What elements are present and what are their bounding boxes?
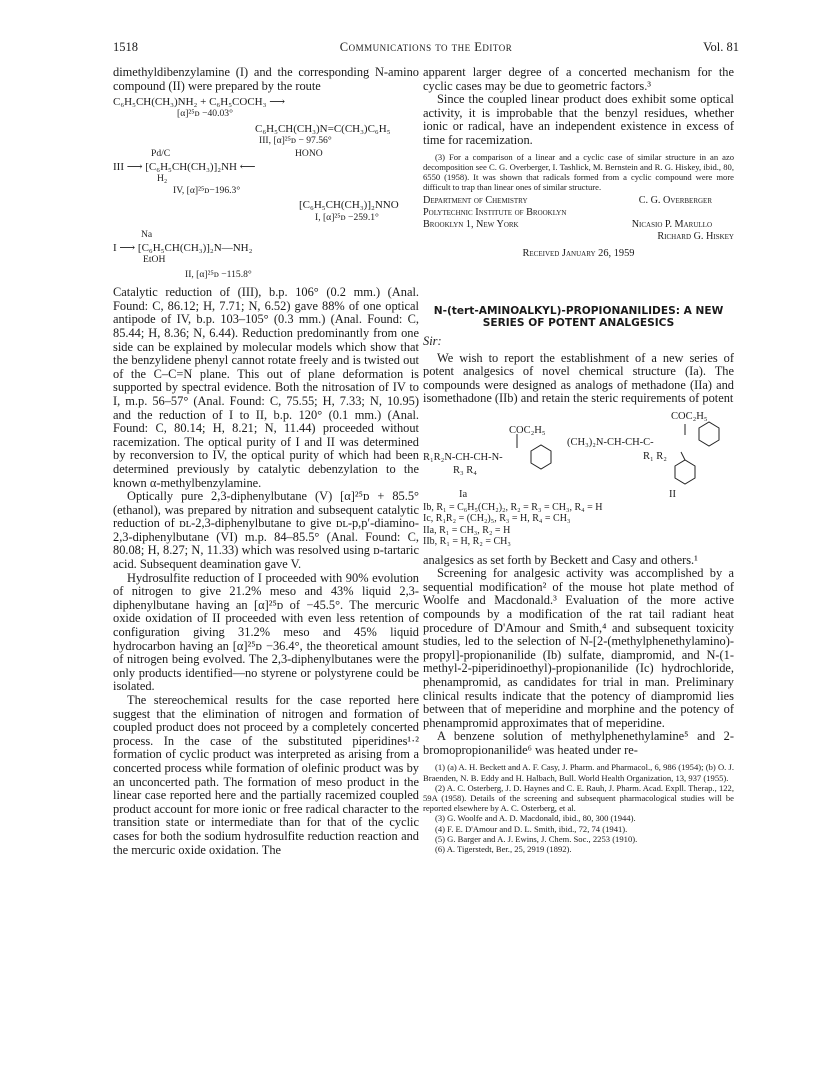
paragraph-catalytic-reduction: Catalytic reduction of (III), b.p. 106° (0.2 mm.) (Anal. Found: C, 86.12; H, 7.71; N, 6.52) gave 88% of one optical antipode of IV, b.p. 103–105° (0.3 mm.) (Anal. Found: C, 85.44; H, 8.36; N, 6.44). Reduction predominantly from one side can be explained by molecular models which show that the benzylidene phenyl cannot rotate freely and is twisted out of the C–C=N plane. This out of plane deformation is supported by spectral evidence. Both the nitrosation of IV to I, m.p. 56–57° (Anal. Found: C, 75.55; H, 7.33; N, 10.95) and the reduction of I to II, b.p. 120° (0.1 mm.) (Anal. Found: C, 80.14; H, 8.21; N, 11.44) proceeded without racemization. The optical purity of I and II was determined by reconversion to IV, the optical purity of which had been determined previously by catalytic debenzylation to the known α-methylbenzylamine. — [113, 285, 419, 490]
paragraph-beckett: analgesics as set forth by Beckett and Casy and others.¹ — [423, 552, 698, 567]
footnote-6: (6) A. Tigerstedt, Ber., 25, 2919 (1892). — [435, 844, 572, 855]
received-date: Received January 26, 1959 — [522, 248, 635, 260]
benzene-ring-ia — [531, 445, 551, 469]
footnote-3b: (3) G. Woolfe and A. D. Macdonald, ibid., 80, 300 (1944). — [435, 813, 636, 824]
article-heading — [423, 305, 734, 329]
label-ii: II — [669, 488, 676, 500]
def-ic: Ic, R₁R₂ = (CH₂)₅, R₃ = H, R₄ = CH₃ — [423, 513, 571, 525]
footnote-3-block — [423, 152, 734, 193]
substituent-definitions — [423, 502, 734, 548]
footnote-1: (1) (a) A. H. Beckett and A. F. Casy, J. Pharm. and Pharmacol., 6, 986 (1954); (b) O. J. Braenden, N. B. Eddy and H. Halbach, Bull. World Health Organization, 13, 937 (1955). — [423, 762, 734, 783]
rx3-h2: H₂ — [157, 173, 168, 185]
page-number: 1518 — [113, 40, 138, 54]
salutation: Sir: — [423, 333, 442, 348]
ii-chain: (CH₃)₂N-CH-CH-C- — [567, 436, 654, 448]
paragraph-benzene-solution: A benzene solution of methylphenethylamine⁵ and 2-bromopropionanilide⁶ was heated under re- — [423, 729, 734, 757]
author-3: Richard G. Hiskey — [657, 231, 734, 243]
rx2-product: C₆H₅CH(CH₃)N=C(CH₃)C₆H₅ — [255, 123, 391, 136]
paragraph-hydrosulfite: Hydrosulfite reduction of I proceeded with 90% evolution of nitrogen to give 21.2% meso and 43% liquid 2,3-diphenylbutane having an [α]²⁵ᴅ of −45.5°. The mercuric oxide oxidation of II proceeded with even less retention of configuration giving 31.2% meso and 45% liquid hydrocarbon having an [α]²⁵ᴅ −36.4°, the theoretical amount of nitrogen being evolved. The 2,3-diphenylbutanes were the only products identified—no styrene or polystyrene could be isolated. — [113, 570, 419, 694]
rx3-line: III ⟶ [C₆H₅CH(CH₃)]₂NH ⟵ — [113, 161, 256, 174]
affiliation-dept: Department of Chemistry — [423, 195, 528, 207]
footnote-5: (5) G. Barger and A. J. Ewins, J. Chem. Soc., 2253 (1910). — [435, 833, 638, 844]
paragraph-diphenylbutane: Optically pure 2,3-diphenylbutane (V) [α]²⁵ᴅ + 85.5° (ethanol), was prepared by nitration and subsequent catalytic reduction of ᴅʟ-2,3-diphenylbutane to give ᴅʟ-p,p′-diamino-2,3-diphenylbutane (VI) m.p. 84–85.5° (Anal. Found: C, 80.08; H, 8.27; N, 11.33) which was resolved using ᴅ-tartaric acid. Subsequent deamination gave V. — [113, 489, 419, 572]
paragraph-establishment: We wish to report the establishment of a new series of potent analgesics of novel chemical structure (Ia). The compounds were designed as analogs of methadone (IIa) and isomethadone (IIb) and retain the steric requirements of potent — [423, 350, 734, 406]
author-2: Nicasio P. Marullo — [631, 219, 712, 231]
def-iib: IIb, R₁ = H, R₂ = CH₃ — [423, 536, 511, 548]
rx5-solvent: EtOH — [143, 254, 166, 266]
structure-figure — [423, 406, 734, 502]
journal-section-title: Communications to the Editor — [339, 40, 513, 54]
footnote-4: (4) F. E. D'Amour and D. L. Smith, ibid., 72, 74 (1941). — [435, 823, 628, 834]
rx5-label: II, [α]²⁵ᴅ −115.8° — [185, 269, 252, 281]
benzene-ring-ii-top — [699, 422, 719, 446]
left-column — [113, 66, 419, 857]
volume-number: Vol. 81 — [703, 40, 739, 54]
footnote-3: (3) For a comparison of a linear and a cyclic case of similar structure in an azo decomposition see C. G. Overberger, I. Tashlick, M. Bernstein and R. G. Hiskey, ibid., 80, 6550 (1958). It was shown that radicals formed from a cyclic compound were more difficult to trap than linear ones of similar structure. — [423, 151, 734, 193]
ia-chain: R₁R₂N-CH-CH-N- — [423, 451, 503, 463]
rx3-reagent: HONO — [295, 148, 323, 160]
label-ia: Ia — [459, 488, 468, 500]
affiliation-block — [423, 195, 734, 243]
ia-carbonyl: COC₂H₅ — [509, 424, 546, 436]
paragraph-screening: Screening for analgesic activity was accomplished by a sequential modification² of the mouse hot plate method of Woolfe and Macdonald.³ Evaluation of the more active compounds by a modification of the rat tail radiant heat procedure of D'Amour and Smith,⁴ and subsequent toxicity studies, led to the selection of N-[2-(methylphenethylamino)-propyl]-propionanilide (Ib) sulfate, diampromid, and N-(1-methyl-2-piperidinoethyl)-propionanilide (Ic) hydrochloride, phenampromid, as candidates for trial in man. Preliminary clinical results indicate that the potency of diampromid lies between that of meperidine and morphine and the potency of phenampromid approximates that of meperidine. — [423, 566, 734, 730]
footnotes — [423, 762, 734, 854]
def-iia: IIa, R₁ = CH₃, R₂ = H — [423, 524, 511, 536]
rx5-reagent: Na — [141, 229, 153, 241]
heading-line-2: SERIES OF POTENT ANALGESICS — [482, 316, 675, 329]
right-column — [423, 66, 734, 854]
paragraph-optical-activity: Since the coupled linear product does exhibit some optical activity, it is improbable that the benzyl residues, whether ionic or radical, have an independent existence in excess of time for racemization. — [423, 92, 734, 147]
heading-line-1: N-(tert-AMINOALKYL)-PROPIONANILIDES: A NEW — [433, 304, 724, 317]
reaction-scheme — [113, 96, 419, 282]
rx3-catalyst: Pd/C — [151, 148, 171, 160]
rx2-label: III, [α]²⁵ᴅ − 97.56° — [259, 135, 332, 147]
bond-ii-phenyl — [681, 452, 685, 460]
intro-paragraph: dimethyldibenzylamine (I) and the corresponding N-amino compound (II) were prepared by the route — [113, 65, 419, 93]
ii-r1r2: R₁ R₂ — [643, 450, 667, 462]
rx4-product: [C₆H₅CH(CH₃)]₂NNO — [299, 199, 399, 212]
affiliation-institute: Polytechnic Institute of Brooklyn — [423, 207, 567, 219]
def-ib: Ib, R₁ = C₆H₅(CH₂)₂, R₂ = R₃ = CH₃, R₄ = H — [423, 501, 603, 513]
rx3-label: IV, [α]²⁵ᴅ−196.3° — [173, 185, 241, 197]
rx4-label: I, [α]²⁵ᴅ −259.1° — [315, 212, 379, 224]
running-header — [113, 40, 739, 56]
paragraph-stereochemical: The stereochemical results for the case reported here suggest that the elimination of nitrogen and formation of coupled product does not proceed by a completely concerted process. In the case of the substituted piperidines¹·² formation of cyclic product was interpreted as arising from a concerted process while formation of olefinic product was by an unconcerted path. The formation of meso product in the linear case reported here and the partially racemized coupled product account for more ionic or free radical character to the transition state or intermediate than for that of the cyclic cases for both the sodium hydrosulfite reduction reaction and the mercuric oxide oxidation. The — [113, 693, 419, 857]
affiliation-city: Brooklyn 1, New York — [423, 219, 519, 231]
ii-carbonyl: COC₂H₅ — [671, 410, 708, 422]
author-1: C. G. Overberger — [638, 195, 712, 207]
footnote-2: (2) A. C. Osterberg, J. D. Haynes and C. E. Rauh, J. Pharm. Acad. Expll. Therap., 122, 59A (1958). Details of the screening and subsequent pharmacological studies will be reported elsewhere by A. C. Osterberg, et al. — [423, 782, 734, 814]
paragraph-concerted: apparent larger degree of a concerted mechanism for the cyclic cases may be due to geometric factors.³ — [423, 65, 734, 93]
benzene-ring-ii-bottom — [675, 460, 695, 484]
rx5-line: I ⟶ [C₆H₅CH(CH₃)]₂N—NH₂ — [113, 242, 253, 255]
rx1-line: C₆H₅CH(CH₃)NH₂ + C₆H₅COCH₃ ⟶ — [113, 96, 285, 109]
ia-r3r4: R₃ R₄ — [453, 464, 477, 476]
rx1-rotation: [α]²⁵ᴅ −40.03° — [177, 108, 233, 120]
